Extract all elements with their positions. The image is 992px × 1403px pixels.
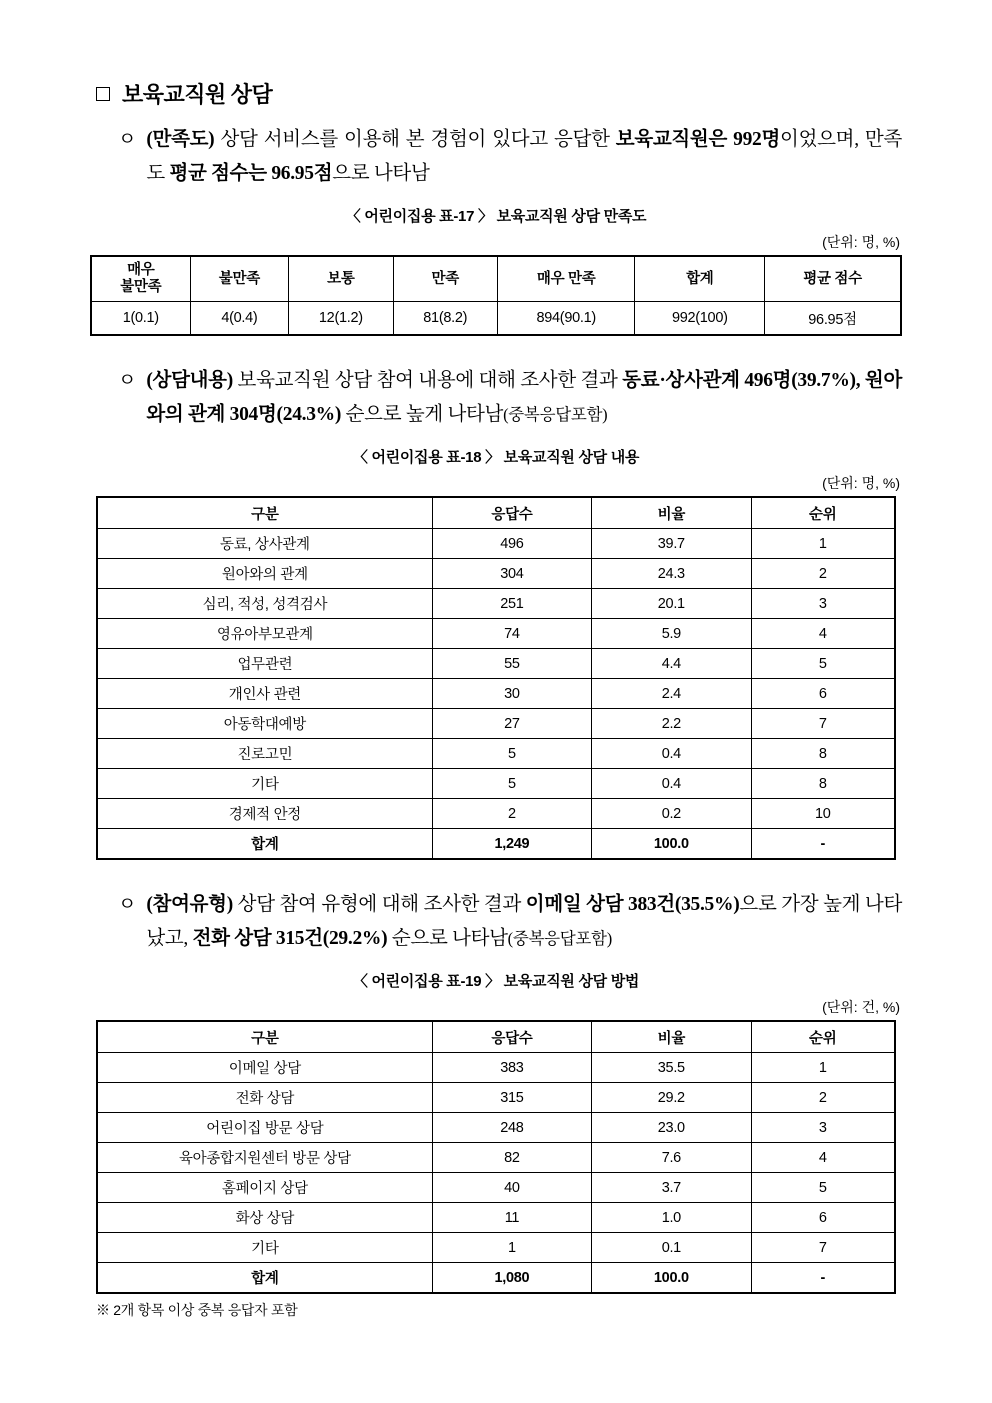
cell-ratio: 100.0	[592, 829, 751, 859]
cell-ratio: 0.4	[592, 769, 751, 799]
paragraph-satisfaction	[118, 123, 902, 191]
table-row	[98, 529, 895, 559]
cell-count: 1	[432, 1233, 591, 1263]
cell-label: 경제적 안정	[98, 799, 433, 829]
table17-cell: 992(100)	[635, 302, 765, 335]
cell-label: 업무관련	[98, 649, 433, 679]
cell-label: 아동학대예방	[98, 709, 433, 739]
table18-unit: (단위: 명, %)	[822, 475, 900, 491]
table17-cell: 894(90.1)	[497, 302, 635, 335]
cell-ratio: 24.3	[592, 559, 751, 589]
cell-rank: 7	[751, 709, 894, 739]
table-row	[98, 1233, 895, 1263]
cell-label: 기타	[98, 1233, 433, 1263]
circle-bullet-icon: ㅇ	[118, 370, 137, 391]
table-row	[98, 1053, 895, 1083]
cell-label: 육아종합지원센터 방문 상담	[98, 1143, 433, 1173]
table-counsel-method	[97, 1021, 895, 1293]
cell-rank: -	[751, 829, 894, 859]
paragraph-type	[118, 888, 902, 956]
table17-caption: 〈 어린이집용 표-17 〉 보육교직원 상담 만족도	[345, 208, 647, 225]
table19-unit: (단위: 건, %)	[822, 999, 900, 1015]
cell-ratio: 1.0	[592, 1203, 751, 1233]
cell-ratio: 20.1	[592, 589, 751, 619]
table-header-row	[92, 257, 901, 302]
table-header-row	[98, 498, 895, 529]
cell-rank: 8	[751, 769, 894, 799]
cell-rank: 4	[751, 1143, 894, 1173]
table18-wrapper	[96, 496, 896, 860]
table-row	[98, 1113, 895, 1143]
square-bullet-icon	[96, 87, 110, 101]
table-total-row	[98, 829, 895, 859]
cell-label: 전화 상담	[98, 1083, 433, 1113]
table18-header-cell: 순위	[751, 498, 894, 529]
cell-ratio: 2.2	[592, 709, 751, 739]
table17-header-cell: 평균 점수	[765, 257, 901, 302]
cell-ratio: 7.6	[592, 1143, 751, 1173]
table18-header-cell: 구분	[98, 498, 433, 529]
cell-ratio: 0.2	[592, 799, 751, 829]
table19-header-cell: 순위	[751, 1022, 894, 1053]
table17-cell: 96.95점	[765, 302, 901, 335]
cell-rank: 6	[751, 679, 894, 709]
cell-label: 심리, 적성, 성격검사	[98, 589, 433, 619]
table-total-row	[98, 1263, 895, 1293]
table-header-row	[98, 1022, 895, 1053]
cell-rank: 2	[751, 1083, 894, 1113]
cell-rank: -	[751, 1263, 894, 1293]
cell-rank: 6	[751, 1203, 894, 1233]
table-satisfaction	[91, 256, 901, 335]
cell-ratio: 0.4	[592, 739, 751, 769]
cell-count: 2	[432, 799, 591, 829]
cell-count: 5	[432, 769, 591, 799]
cell-count: 11	[432, 1203, 591, 1233]
table-row	[98, 649, 895, 679]
cell-ratio: 5.9	[592, 619, 751, 649]
section-title-text: 보육교직원 상담	[122, 82, 273, 107]
cell-count: 383	[432, 1053, 591, 1083]
cell-rank: 10	[751, 799, 894, 829]
cell-label: 합계	[98, 1263, 433, 1293]
table17-cell: 4(0.4)	[190, 302, 289, 335]
cell-count: 315	[432, 1083, 591, 1113]
table19-header-cell: 구분	[98, 1022, 433, 1053]
table19-header-cell: 비율	[592, 1022, 751, 1053]
table-row	[98, 709, 895, 739]
cell-count: 82	[432, 1143, 591, 1173]
table19-header-cell: 응답수	[432, 1022, 591, 1053]
cell-rank: 1	[751, 529, 894, 559]
cell-count: 27	[432, 709, 591, 739]
table-row	[98, 589, 895, 619]
cell-count: 304	[432, 559, 591, 589]
table-row	[98, 769, 895, 799]
circle-bullet-icon: ㅇ	[118, 894, 137, 915]
table-row	[92, 302, 901, 335]
table17-cell: 81(8.2)	[393, 302, 497, 335]
table17-header-cell: 불만족	[190, 257, 289, 302]
cell-count: 55	[432, 649, 591, 679]
cell-count: 496	[432, 529, 591, 559]
table17-wrapper	[90, 255, 902, 336]
cell-ratio: 23.0	[592, 1113, 751, 1143]
table-row	[98, 679, 895, 709]
table19-body	[98, 1053, 895, 1293]
table19-caption: 〈 어린이집용 표-19 〉 보육교직원 상담 방법	[352, 973, 640, 990]
cell-rank: 5	[751, 1173, 894, 1203]
cell-label: 개인사 관련	[98, 679, 433, 709]
table17-header-cell: 매우 만족	[497, 257, 635, 302]
cell-ratio: 39.7	[592, 529, 751, 559]
table-row	[98, 799, 895, 829]
table-row	[98, 559, 895, 589]
table17-unit: (단위: 명, %)	[822, 234, 900, 250]
cell-rank: 8	[751, 739, 894, 769]
cell-rank: 5	[751, 649, 894, 679]
cell-label: 이메일 상담	[98, 1053, 433, 1083]
table18-header-cell: 응답수	[432, 498, 591, 529]
cell-count: 40	[432, 1173, 591, 1203]
cell-count: 5	[432, 739, 591, 769]
cell-count: 74	[432, 619, 591, 649]
paragraph-content-text: (상담내용) 보육교직원 상담 참여 내용에 대해 조사한 결과 동료·상사관계 496명(39.7%), 원아와의 관계 304명(24.3%) 순으로 높게 나타남(중복응답포함)	[146, 370, 903, 425]
table18-caption: 〈 어린이집용 표-18 〉 보육교직원 상담 내용	[352, 449, 640, 466]
cell-label: 영유아부모관계	[98, 619, 433, 649]
cell-rank: 7	[751, 1233, 894, 1263]
table-row	[98, 1143, 895, 1173]
page-title	[96, 78, 902, 109]
cell-ratio: 35.5	[592, 1053, 751, 1083]
cell-label: 합계	[98, 829, 433, 859]
table-row	[98, 1203, 895, 1233]
cell-ratio: 29.2	[592, 1083, 751, 1113]
table-row	[98, 619, 895, 649]
cell-count: 30	[432, 679, 591, 709]
paragraph-type-text: (참여유형) 상담 참여 유형에 대해 조사한 결과 이메일 상담 383건(35.5%)으로 가장 높게 나타났고, 전화 상담 315건(29.2%) 순으로 나타남(중복응답포함)	[146, 894, 902, 949]
table18-header-cell: 비율	[592, 498, 751, 529]
cell-rank: 4	[751, 619, 894, 649]
table17-cell: 1(0.1)	[92, 302, 191, 335]
cell-label: 진로고민	[98, 739, 433, 769]
cell-label: 기타	[98, 769, 433, 799]
cell-rank: 1	[751, 1053, 894, 1083]
cell-label: 화상 상담	[98, 1203, 433, 1233]
table17-header-cell: 매우 불만족	[92, 257, 191, 302]
cell-label: 원아와의 관계	[98, 559, 433, 589]
table17-header-cell: 만족	[393, 257, 497, 302]
cell-ratio: 3.7	[592, 1173, 751, 1203]
table17-cell: 12(1.2)	[289, 302, 393, 335]
cell-rank: 3	[751, 589, 894, 619]
cell-ratio: 4.4	[592, 649, 751, 679]
table19-footnote: ※ 2개 항목 이상 중복 응답자 포함	[96, 1302, 298, 1318]
table17-header-cell: 보통	[289, 257, 393, 302]
cell-count: 248	[432, 1113, 591, 1143]
cell-rank: 3	[751, 1113, 894, 1143]
table-counsel-content	[97, 497, 895, 859]
cell-rank: 2	[751, 559, 894, 589]
table-row	[98, 1173, 895, 1203]
table17-header-cell: 합계	[635, 257, 765, 302]
circle-bullet-icon: ㅇ	[118, 129, 137, 150]
cell-ratio: 0.1	[592, 1233, 751, 1263]
paragraph-satisfaction-text: (만족도) 상담 서비스를 이용해 본 경험이 있다고 응답한 보육교직원은 992명이었으며, 만족도 평균 점수는 96.95점으로 나타남	[146, 129, 902, 184]
cell-ratio: 100.0	[592, 1263, 751, 1293]
cell-ratio: 2.4	[592, 679, 751, 709]
cell-label: 홈페이지 상담	[98, 1173, 433, 1203]
table-row	[98, 739, 895, 769]
cell-count: 1,080	[432, 1263, 591, 1293]
cell-count: 251	[432, 589, 591, 619]
table18-body	[98, 529, 895, 859]
paragraph-content	[118, 364, 902, 432]
cell-count: 1,249	[432, 829, 591, 859]
cell-label: 어린이집 방문 상담	[98, 1113, 433, 1143]
table-row	[98, 1083, 895, 1113]
table19-wrapper	[96, 1020, 896, 1294]
cell-label: 동료, 상사관계	[98, 529, 433, 559]
